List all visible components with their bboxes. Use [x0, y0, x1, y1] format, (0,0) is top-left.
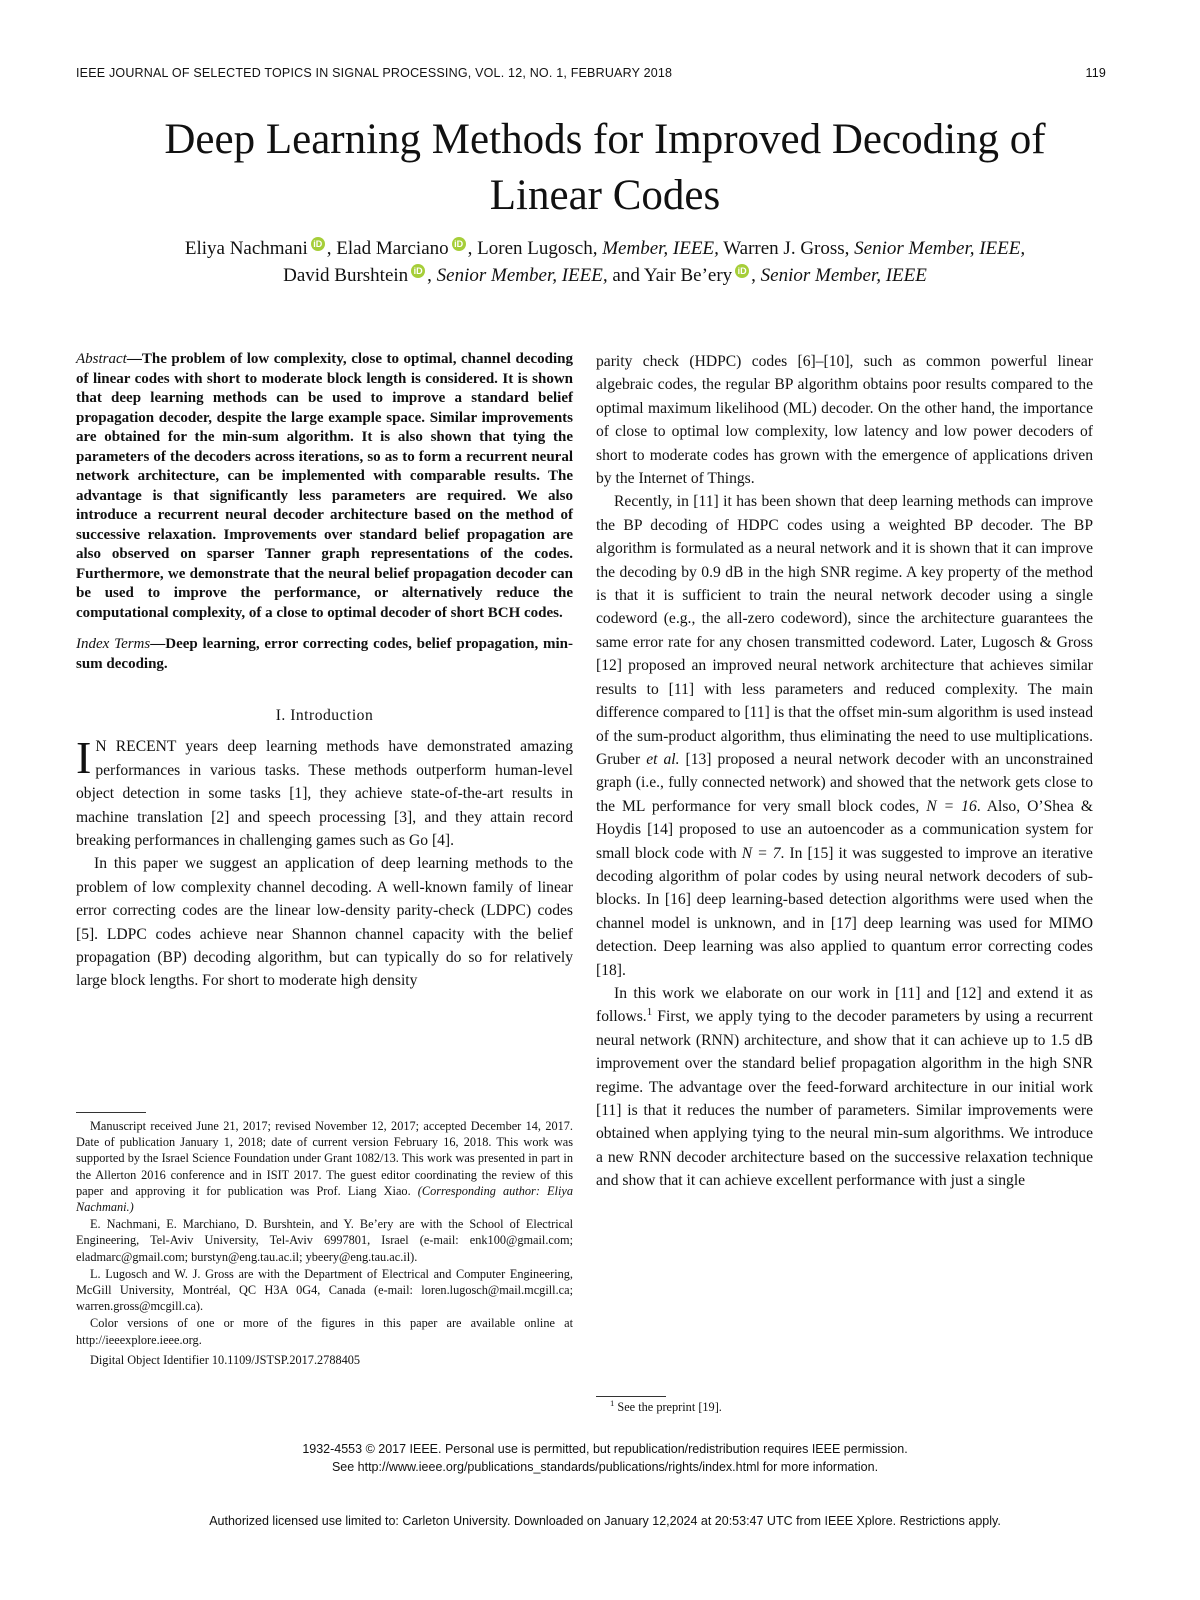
orcid-icon[interactable]: iD — [735, 264, 749, 278]
copyright-notice — [60, 1440, 1150, 1476]
copyright-line-2: See http://www.ieee.org/publications_standards/publications/rights/index.html for more information. — [331, 1460, 879, 1474]
title-line-2: Linear Codes — [489, 172, 721, 219]
author-name: Loren Lugosch, — [477, 238, 598, 259]
footnotes — [76, 1118, 573, 1369]
footnote-divider — [596, 1396, 666, 1397]
intro-paragraph-3: parity check (HDPC) codes [6]–[10], such as common powerful linear algebraic codes, the regular BP algorithm obtains poor results compared to the optimal maximum likelihood (ML) decoder. On the other hand, the importance of close to optimal low complexity, low latency and low power decoders of short to moderate codes has grown with the emergence of applications driven by the Internet of Things. — [596, 353, 1093, 488]
author-role: Senior Member, IEEE, — [854, 238, 1026, 259]
author-name: Elad Marciano — [336, 238, 449, 259]
footnote-color-note: Color versions of one or more of the figures in this paper are available online at http://ieeexplore.ieee.org. — [76, 1316, 573, 1347]
author-name: Eliya Nachmani — [184, 238, 308, 259]
author-name: and Yair Be’ery — [612, 265, 733, 286]
corresponding-author: (Corresponding author: Eliya Nachmani.) — [76, 1183, 573, 1215]
footnote-manuscript: Manuscript received June 21, 2017; revised November 12, 2017; accepted December 14, 2017. Date of publication January 1, 2018; date of current version February 16, 2018. This work was supported by the Israel Science Foundation under Grant 1082/13. This work was presented in part in the Allerton 2016 conference and in ISIT 2017. The guest editor coordinating the review of this paper and approving it for publication was Prof. Liang Xiao. (Corresponding author: Eliya Nachmani.) — [76, 1119, 573, 1215]
section-heading-introduction: I. Introduction — [275, 707, 374, 724]
authorized-use-notice: Authorized licensed use limited to: Carleton University. Downloaded on January 12,2024 at 20:53:47 UTC from IEEE Xplore. Restrictions apply. — [209, 1514, 1001, 1528]
author-role: Member, IEEE, — [602, 238, 719, 259]
math-n7: N = 7 — [741, 844, 781, 862]
author-role: Senior Member, IEEE — [760, 265, 927, 286]
abstract-label: Abstract — [76, 351, 127, 367]
footnote-doi: Digital Object Identifier 10.1109/JSTSP.2017.2788405 — [90, 1352, 361, 1367]
intro-paragraph-1: I N RECENT years deep learning methods have demonstrated amazing performances in various tasks. These methods outperform human-level object detection in some tasks [1], they achieve state-of-the-art results in machine translation [2] and speech processing [3], and they attain record breaking performances in challenging games such as Go [4]. — [76, 732, 573, 850]
orcid-icon[interactable]: iD — [452, 237, 466, 251]
abstract-text: —The problem of low complexity, close to optimal, channel decoding of linear codes with short to moderate block length is considered. It is shown that deep learning methods can be used to improve a standard belief propagation decoder, despite the large example space. Similar improvements are obtained for the min-sum algorithm. It is also shown that tying the parameters of the decoders across iterations, so as to form a recurrent neural network architecture, can be implemented with comparable results. The advantage is that significantly less parameters are required. We also introduce a recurrent neural decoder architecture based on the method of successive relaxation. Improvements over standard belief propagation are also observed on sparser Tanner graph representations of the codes. Furthermore, we demonstrate that the neural belief propagation decoder can be used to improve the performance, or alternatively reduce the computational complexity, of a close to optimal decoder of short BCH codes. — [76, 351, 573, 621]
footnote-affiliation-2: L. Lugosch and W. J. Gross are with the Department of Electrical and Computer Engineering, McGill University, Montréal, QC H3A 0G4, Canada (e-mail: loren.lugosch@mail.mcgill.ca; warren.gross@mcgill.ca). — [76, 1266, 573, 1314]
drop-cap: I — [76, 732, 92, 784]
right-column — [596, 350, 1093, 1193]
orcid-icon[interactable]: iD — [311, 237, 325, 251]
footnote-affiliation-1: E. Nachmani, E. Marchiano, D. Burshtein, and Y. Be’ery are with the School of Electrical Engineering, Tel-Aviv University, Tel-Aviv 6997801, Israel (e-mail: enk100@gmail.com; eladmarc@gmail.com; burstyn@eng.tau.ac.il; ybeery@eng.tau.ac.il). — [76, 1217, 573, 1264]
index-terms — [76, 635, 573, 674]
footnote-divider — [76, 1112, 146, 1113]
author-line-1: Eliya Nachmani iD , Elad Marciano iD , Loren Lugosch, Member, IEEE, Warren J. Gross, Senior Member, IEEE, — [184, 238, 1026, 259]
author-name: David Burshtein — [283, 265, 409, 286]
author-name: Warren J. Gross, — [723, 238, 850, 259]
orcid-icon[interactable]: iD — [411, 264, 425, 278]
author-line-2: David Burshtein iD , Senior Member, IEEE, and Yair Be’ery iD , Senior Member, IEEE — [283, 265, 927, 286]
index-terms-label: Index Terms — [76, 636, 151, 652]
intro-paragraph-2: In this paper we suggest an application of deep learning methods to the problem of low complexity channel decoding. A well-known family of linear error correcting codes are the linear low-density parity-check (LDPC) codes [5]. LDPC codes achieve near Shannon channel capacity with the belief propagation (BP) decoding algorithm, but can typically do so for relatively large block lengths. For short to moderate high density — [76, 855, 573, 990]
index-terms-text: —Deep learning, error correcting codes, belief propagation, min-sum decoding. — [76, 636, 573, 672]
footnote-1: $^1$ See the preprint [19]. — [610, 1397, 722, 1414]
left-column — [76, 350, 573, 993]
intro-paragraph-4: Recently, in [11] it has been shown that deep learning methods can improve the BP decoding of HDPC codes using a weighted BP decoder. The BP algorithm is formulated as a neural network and it is shown that it can improve the decoding by 0.9 dB in the high SNR regime. A key property of the method is that it is sufficient to train the neural network decoder using a single codeword (e.g., the all-zero codeword), since the architecture guarantees the same error rate for any chosen transmitted codeword. Later, Lugosch & Gross [12] proposed an improved neural network architecture that achieves similar results to [11] with less parameters and reduced complexity. The main difference compared to [11] is that the offset min-sum algorithm is used instead of the sum-product algorithm, thus eliminating the need to use multiplications. Gruber et al. [13] proposed a neural network decoder with an unconstrained graph (i.e., fully connected network) and showed that the network gets close to the ML performance for very small block codes, N = 16. Also, O’Shea & Hoydis [14] proposed to use an autoencoder as a communication system for small block code with N = 7. In [15] it was suggested to improve an iterative decoding algorithm of polar codes by using neural network decoders of sub-blocks. In [16] deep learning-based detection algorithms were used when the channel model is unknown, and in [17] deep learning was used for MIMO detection. Deep learning was also applied to quantum error correcting codes [18]. — [596, 493, 1093, 979]
title-line-1: Deep Learning Methods for Improved Decoding of — [164, 116, 1046, 163]
intro-paragraph-5: In this work we elaborate on our work in [11] and [12] and extend it as follows.$^1$ First, we apply tying to the decoder parameters by using a recurrent neural network (RNN) architecture, and show that it can achieve up to 1.5 dB improvement over the standard belief propagation algorithm in the high SNR regime. The advantage over the feed-forward architecture in our initial work [11] is that it reduces the number of parameters. Similar improvements were obtained when applying tying to the neural min-sum algorithms. We introduce a new RNN decoder architecture based on the successive relaxation technique and show that it can achieve excellent performance with just a single — [596, 984, 1093, 1190]
math-n16: N = 16 — [926, 797, 977, 815]
page-title — [60, 112, 1150, 224]
abstract — [76, 350, 573, 623]
copyright-line-1: 1932-4553 © 2017 IEEE. Personal use is permitted, but republication/redistribution requires IEEE permission. — [302, 1442, 908, 1456]
author-role: Senior Member, IEEE, — [436, 265, 608, 286]
running-header — [76, 66, 1106, 80]
footnote-marker[interactable]: 1 — [646, 1006, 653, 1019]
page-number: 119 — [1085, 66, 1106, 80]
journal-name: IEEE JOURNAL OF SELECTED TOPICS IN SIGNAL PROCESSING, VOL. 12, NO. 1, FEBRUARY 2018 — [76, 66, 673, 80]
